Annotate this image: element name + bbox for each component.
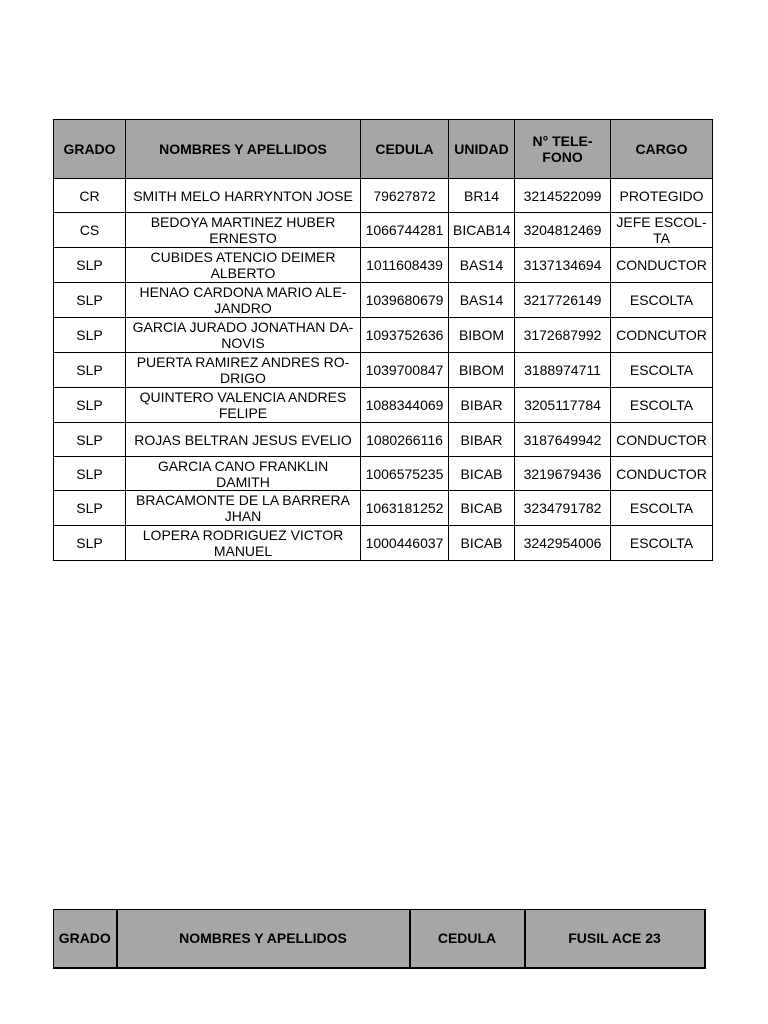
cell-unidad: BICAB14 [449,213,515,248]
rifle-header-nombres: NOMBRES Y APELLIDOS [117,910,410,968]
table-row [54,248,713,283]
cell-telefono: 3234791782 [515,491,611,526]
cell-unidad: BIBAR [449,388,515,423]
rifle-table [53,909,706,969]
cell-unidad: BICAB [449,457,515,491]
cell-grado: SLP [54,353,126,388]
rifle-header-row [54,910,705,968]
cell-unidad: BIBOM [449,353,515,388]
personnel-header-row [54,120,713,179]
cell-cedula: 79627872 [361,179,449,213]
cell-cedula: 1006575235 [361,457,449,491]
cell-cedula: 1000446037 [361,526,449,561]
cell-cargo: CODNCUTOR [611,318,713,353]
cell-telefono: 3217726149 [515,283,611,318]
cell-grado: CS [54,213,126,248]
cell-nombres: CUBIDES ATENCIO DEIMER ALBERTO [126,248,361,283]
header-nombres: NOMBRES Y APELLIDOS [126,120,361,179]
cell-unidad: BAS14 [449,248,515,283]
header-cargo: CARGO [611,120,713,179]
cell-cargo: ESCOLTA [611,283,713,318]
cell-unidad: BR14 [449,179,515,213]
rifle-header-cedula: CEDULA [410,910,525,968]
cell-cargo: ESCOLTA [611,491,713,526]
cell-cargo: ESCOLTA [611,353,713,388]
cell-nombres: GARCIA JURADO JONATHAN DA-NOVIS [126,318,361,353]
cell-cargo: CONDUCTOR [611,457,713,491]
cell-nombres: HENAO CARDONA MARIO ALE-JANDRO [126,283,361,318]
cell-telefono: 3219679436 [515,457,611,491]
cell-grado: SLP [54,283,126,318]
cell-nombres: LOPERA RODRIGUEZ VICTOR MANUEL [126,526,361,561]
cell-grado: SLP [54,388,126,423]
cell-grado: SLP [54,248,126,283]
cell-cargo: JEFE ESCOL-TA [611,213,713,248]
cell-grado: SLP [54,423,126,457]
cell-nombres: PUERTA RAMIREZ ANDRES RO-DRIGO [126,353,361,388]
rifle-header-grado: GRADO [54,910,117,968]
cell-telefono: 3214522099 [515,179,611,213]
header-unidad: UNIDAD [449,120,515,179]
table-row [54,179,713,213]
cell-cargo: ESCOLTA [611,526,713,561]
cell-cedula: 1066744281 [361,213,449,248]
personnel-table [53,119,713,561]
cell-cedula: 1011608439 [361,248,449,283]
table-row [54,388,713,423]
cell-cedula: 1039680679 [361,283,449,318]
cell-nombres: QUINTERO VALENCIA ANDRES FELIPE [126,388,361,423]
table-row [54,491,713,526]
cell-telefono: 3205117784 [515,388,611,423]
cell-nombres: SMITH MELO HARRYNTON JOSE [126,179,361,213]
cell-cedula: 1080266116 [361,423,449,457]
cell-nombres: ROJAS BELTRAN JESUS EVELIO [126,423,361,457]
cell-grado: SLP [54,457,126,491]
cell-telefono: 3172687992 [515,318,611,353]
cell-cargo: PROTEGIDO [611,179,713,213]
cell-telefono: 3204812469 [515,213,611,248]
cell-telefono: 3137134694 [515,248,611,283]
cell-grado: SLP [54,526,126,561]
cell-cedula: 1063181252 [361,491,449,526]
cell-nombres: BRACAMONTE DE LA BARRERA JHAN [126,491,361,526]
cell-cargo: ESCOLTA [611,388,713,423]
cell-nombres: GARCIA CANO FRANKLIN DAMITH [126,457,361,491]
cell-unidad: BICAB [449,526,515,561]
cell-unidad: BIBOM [449,318,515,353]
cell-cargo: CONDUCTOR [611,248,713,283]
header-grado: GRADO [54,120,126,179]
cell-grado: CR [54,179,126,213]
table-row [54,318,713,353]
cell-nombres: BEDOYA MARTINEZ HUBER ERNESTO [126,213,361,248]
cell-unidad: BAS14 [449,283,515,318]
cell-unidad: BIBAR [449,423,515,457]
table-row [54,353,713,388]
table-row [54,213,713,248]
table-row [54,457,713,491]
header-telefono: N° TELE-FONO [515,120,611,179]
cell-telefono: 3187649942 [515,423,611,457]
cell-telefono: 3242954006 [515,526,611,561]
cell-unidad: BICAB [449,491,515,526]
cell-telefono: 3188974711 [515,353,611,388]
cell-grado: SLP [54,491,126,526]
cell-cargo: CONDUCTOR [611,423,713,457]
header-cedula: CEDULA [361,120,449,179]
rifle-header-fusil: FUSIL ACE 23 [525,910,705,968]
table-row [54,283,713,318]
cell-grado: SLP [54,318,126,353]
cell-cedula: 1039700847 [361,353,449,388]
table-row [54,526,713,561]
cell-cedula: 1093752636 [361,318,449,353]
cell-cedula: 1088344069 [361,388,449,423]
table-row [54,423,713,457]
